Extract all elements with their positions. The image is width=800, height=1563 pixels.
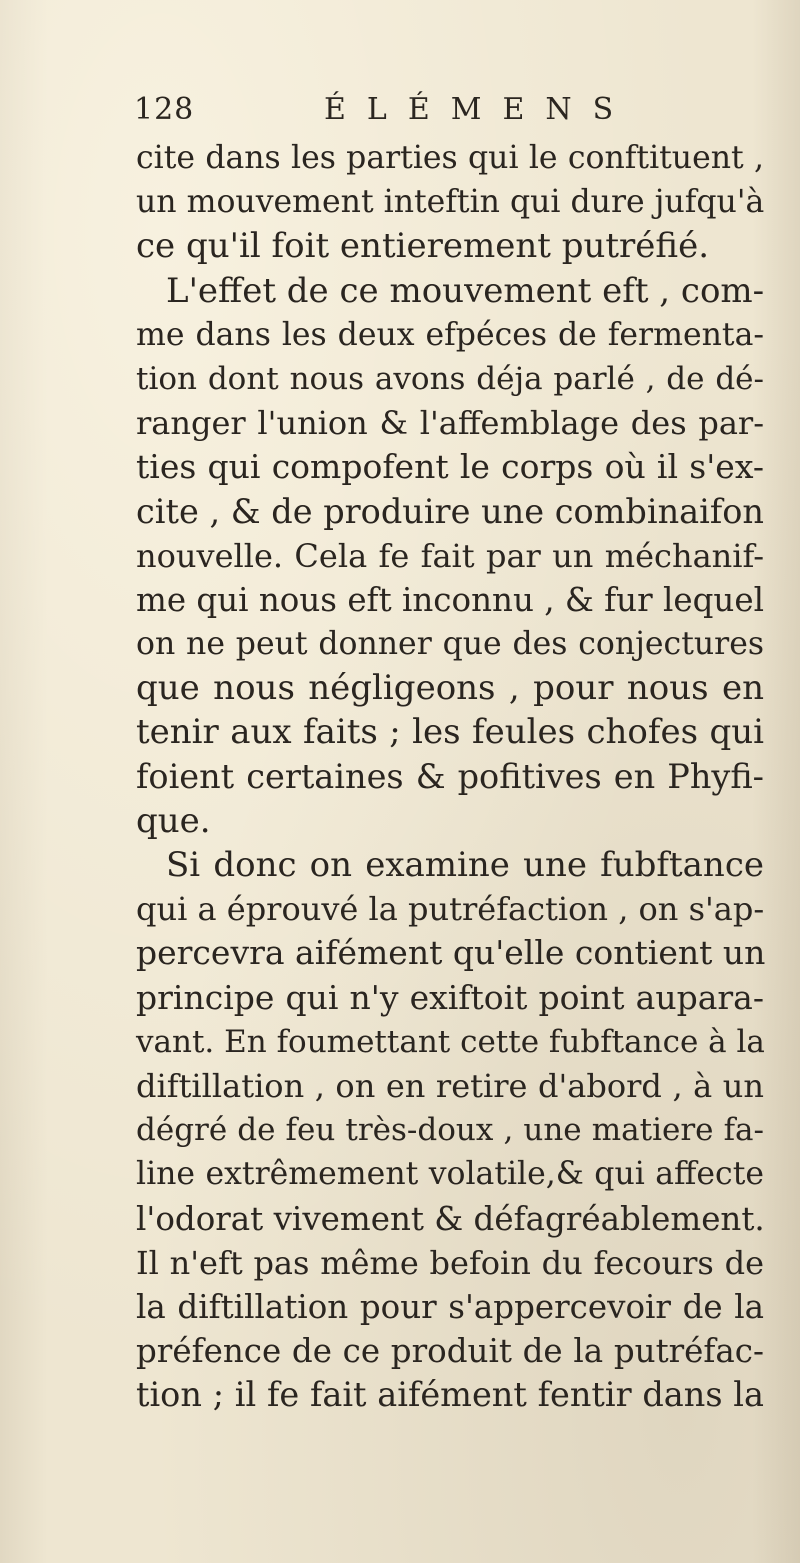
text-line: tenir aux faits ; les feules chofes qui (136, 712, 764, 753)
text-line: Si donc on examine une fubftance (166, 845, 764, 885)
text-line: me qui nous eft inconnu , & fur lequel (136, 580, 764, 619)
text-line: line extrêmement volatile,& qui affecte (136, 1156, 764, 1193)
text-line: vant. En foumettant cette fubftance à la (136, 1023, 765, 1060)
running-title: ÉLÉMENS (324, 92, 635, 127)
text-line: me dans les deux efpéces de fermenta- (136, 316, 764, 353)
body-text (136, 136, 764, 1417)
text-line: tion ; il fe fait aifément fentir dans la (136, 1375, 764, 1415)
page-header (134, 92, 754, 136)
text-line: on ne peut donner que des conjectures (136, 626, 764, 663)
text-line: principe qui n'y exiftoit point aupara- (136, 977, 764, 1017)
text-line: préfence de ce produit de la putréfac- (136, 1332, 764, 1371)
text-line: foient certaines & pofitives en Phyfi- (136, 756, 764, 796)
text-line: un mouvement inteftin qui dure jufqu'à (136, 184, 765, 221)
page-number: 128 (134, 92, 195, 127)
text-line: que. (136, 800, 211, 841)
text-line: L'effet de ce mouvement eft , com- (166, 270, 765, 311)
text-line: tion dont nous avons déja parlé , de dé- (136, 360, 764, 397)
text-line: ties qui compofent le corps où il s'ex- (136, 447, 764, 487)
text-line: la diftillation pour s'appercevoir de la (136, 1287, 764, 1326)
text-line: ranger l'union & l'affemblage des par- (136, 404, 764, 443)
text-line: l'odorat vivement & défagréablement. (136, 1199, 765, 1238)
text-line: diftillation , on en retire d'abord , à un (136, 1066, 764, 1105)
text-line: percevra aifément qu'elle contient un (136, 933, 766, 973)
text-line: cite dans les parties qui le conftituent , (136, 140, 764, 176)
text-line: que nous négligeons , pour nous en (136, 668, 764, 709)
text-line: Il n'eft pas même befoin du fecours de (136, 1243, 764, 1282)
text-line: dégré de feu très-doux , une matiere fa- (136, 1112, 764, 1149)
text-line: qui a éprouvé la putréfaction , on s'ap- (136, 890, 765, 929)
text-line: cite , & de produire une combinaifon (136, 491, 764, 531)
text-line: nouvelle. Cela fe fait par un méchanif- (136, 536, 764, 575)
text-line: ce qu'il foit entierement putréfié. (136, 226, 710, 267)
